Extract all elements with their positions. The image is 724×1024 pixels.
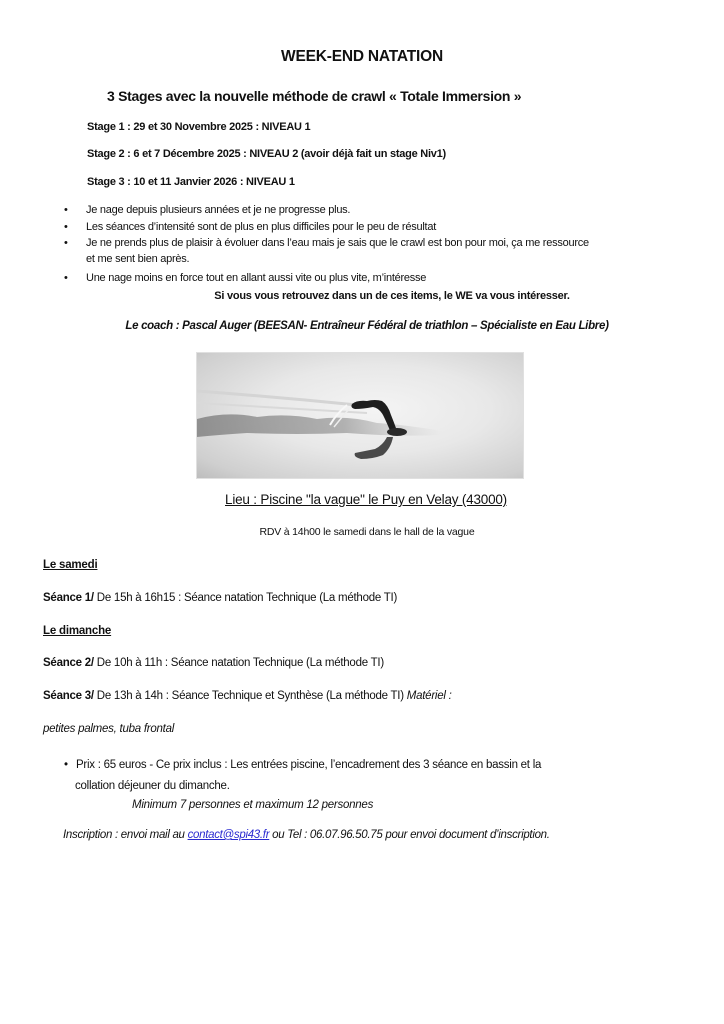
meeting-point: RDV à 14h00 le samedi dans le hall de la vague [259, 526, 475, 538]
session-text: De 15h à 16h15 : Séance natation Technique (La méthode TI) [93, 592, 398, 604]
stage-2: Stage 2 : 6 et 7 Décembre 2025 : NIVEAU 2 (avoir déjà fait un stage Niv1) [87, 148, 446, 160]
stage-1: Stage 1 : 29 et 30 Novembre 2025 : NIVEAU 1 [87, 121, 311, 133]
email-link[interactable]: contact@spi43.fr [187, 829, 270, 841]
venue-label: Lieu : Piscine "la vague" le Puy en Velay (43000) [225, 492, 507, 507]
bullet-marker: • [64, 204, 68, 216]
bullet-item: Une nage moins en force tout en allant aussi vite ou plus vite, m’intéresse [86, 272, 427, 284]
saturday-heading: Le samedi [43, 559, 98, 571]
session-3 [43, 691, 452, 703]
price-info: Prix : 65 euros - Ce prix inclus : Les entrées piscine, l’encadrement des 3 séance en bassin et la [76, 759, 542, 771]
stage-3: Stage 3 : 10 et 11 Janvier 2026 : NIVEAU 1 [87, 176, 295, 188]
participants-limit: Minimum 7 personnes et maximum 12 personnes [132, 799, 374, 811]
swimmer-photo-icon [197, 353, 523, 478]
material-list: petites palmes, tuba frontal [43, 723, 175, 735]
coach-info: Le coach : Pascal Auger (BEESAN- Entraîneur Fédéral de triathlon – Spécialiste en Eau Libre) [125, 320, 609, 332]
session-label: Séance 2/ [43, 657, 94, 669]
page-subtitle: 3 Stages avec la nouvelle méthode de crawl « Totale Immersion » [107, 88, 522, 104]
session-text: De 10h à 11h : Séance natation Technique (La méthode TI) [93, 657, 384, 669]
inscription-suffix: ou Tel : 06.07.96.50.75 pour envoi document d’inscription. [269, 829, 550, 841]
session-label: Séance 1/ [43, 592, 94, 604]
session-text: De 13h à 14h : Séance Technique et Synthèse (La méthode TI) [93, 690, 407, 702]
bullet-marker: • [64, 272, 68, 284]
bullet-item-continuation: et me sent bien après. [86, 253, 190, 265]
swimmer-photo [196, 352, 524, 479]
session-label: Séance 3/ [43, 690, 94, 702]
session-1 [43, 593, 397, 605]
bullets-conclusion: Si vous vous retrouvez dans un de ces items, le WE va vous intéresser. [214, 290, 570, 302]
session-2 [43, 658, 384, 670]
bullet-item: Je ne prends plus de plaisir à évoluer dans l’eau mais je sais que le crawl est bon pour moi, ça me ressource [86, 237, 589, 249]
material-label: Matériel : [406, 690, 452, 702]
bullet-marker: • [64, 237, 68, 249]
inscription-prefix: Inscription : envoi mail au [63, 829, 188, 841]
price-bullet-marker: • [64, 759, 69, 771]
page-title: WEEK-END NATATION [281, 48, 443, 65]
bullet-item: Je nage depuis plusieurs années et je ne progresse plus. [86, 204, 351, 216]
inscription-info [63, 830, 550, 842]
bullet-item: Les séances d’intensité sont de plus en plus difficiles pour le peu de résultat [86, 221, 437, 233]
price-info-continuation: collation déjeuner du dimanche. [75, 780, 230, 792]
bullet-marker: • [64, 221, 68, 233]
sunday-heading: Le dimanche [43, 625, 112, 637]
